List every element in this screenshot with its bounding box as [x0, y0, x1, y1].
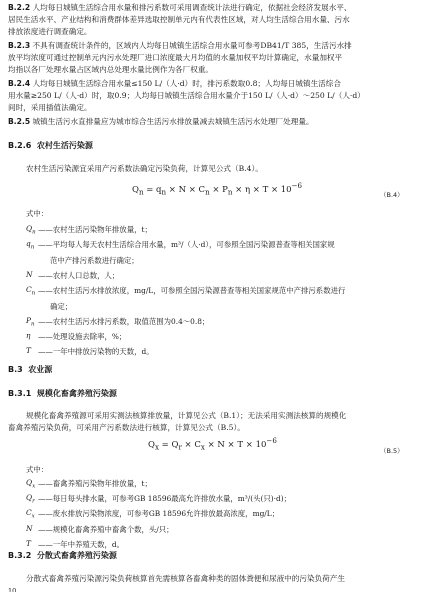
equation-number-b5: （B.5）: [380, 447, 404, 455]
definition-symbol-wrap: [26, 493, 35, 504]
definition-symbol: Q: [26, 493, 33, 503]
formula-b5-part1: × C: [181, 439, 201, 450]
para-b24-line3: 间时，采用插值法确定。: [8, 103, 92, 112]
formula-b5-c-sub: x: [200, 442, 205, 452]
heading-b31: [8, 388, 117, 399]
definition-symbol: q: [26, 239, 31, 249]
heading-b3: [8, 364, 52, 375]
clause-number-b22: B.2.2: [8, 3, 31, 12]
definition-text: ——农村生活污水排污系数，取值范围为0.4～0.8；: [38, 316, 210, 326]
clause-number-b25: B.2.5: [8, 117, 31, 126]
formula-b4-part3: × η × T × 10: [232, 184, 292, 195]
equation-number-b4: （B.4）: [380, 191, 404, 199]
para-b22-text1: 人均每日城镇生活综合用水量和排污系数可采用调查统计法进行确定，依据社会经济发展水平、: [32, 3, 352, 12]
definition-text: ——平均每人每天农村生活综合用水量，m³/（人·d），可参照全国污染源普查等相关国家规: [38, 240, 335, 250]
clause-number-b23: B.2.3: [8, 41, 31, 50]
definition-text: ——一年中排放污染物的天数，d。: [38, 347, 154, 357]
formula-b4-lhs-sub: n: [138, 187, 144, 197]
formula-b5-exponent: −6: [266, 436, 277, 445]
definition-symbol: η: [26, 331, 31, 341]
para-b24-text1: 人均每日城镇生活综合用水量≤150 L/（人·d）时，排污系数取0.8；人均每日城镇生活综合: [32, 79, 341, 88]
page-number: 10: [8, 588, 17, 592]
para-b23-line3: 均指以各厂处理水量占区域内总处理水量比例作为各厂权重。: [8, 65, 214, 74]
para-b25-line1: [8, 116, 420, 128]
where-label-b5: 式中：: [26, 465, 49, 474]
clause-number-b24: B.2.4: [8, 79, 31, 88]
formula-b4-exponent: −6: [291, 181, 303, 190]
para-b23-line1: [8, 40, 420, 52]
formula-b4-p-sub: n: [227, 187, 233, 197]
where-label-b4: 式中：: [26, 209, 49, 218]
para-b26-intro: 农村生活污染源宜采用产污系数法确定污染负荷，计算见公式（B.4）。: [26, 164, 263, 173]
definition-symbol-sub: n: [32, 229, 36, 236]
heading-b3-title: 农业源: [28, 365, 53, 374]
clause-number-b31: B.3.1: [8, 389, 32, 398]
definition-symbol-wrap: [26, 224, 36, 235]
clause-number-b32: B.3.2: [8, 551, 32, 560]
definition-symbol: Q: [26, 478, 33, 487]
formula-b5-lhs-sub: x: [154, 442, 159, 452]
definition-symbol-sub: r: [32, 498, 35, 505]
formula-b4-q-sub: n: [161, 187, 167, 197]
para-b31-line1: 规模化畜禽养殖源可采用实测法核算排放量，计算见公式（B.1）；无法采用实测法核算的规模化: [26, 411, 347, 420]
definition-text: ——处理设施去除率，%；: [38, 332, 127, 342]
formula-b4-part1: × N × C: [166, 184, 206, 195]
definition-text: ——农村生活污染物年排放量，t；: [38, 225, 152, 234]
definition-symbol-wrap: [26, 346, 31, 357]
para-b22-line2: 居民生活水平、产业结构和消费群体差异选取控制单元内有代表性区域，对人均生活综合用水量、污水: [8, 15, 350, 24]
definition-symbol: N: [26, 523, 33, 533]
definition-symbol: T: [26, 538, 31, 548]
formula-b4-eq: = q: [143, 184, 162, 195]
para-b24-line2: 用水量≥250 L/（人·d）时，取0.9；人均每日城镇生活综合用水量介于150 L/（人·d）～250 L/（人·d）: [8, 91, 365, 100]
heading-b26: [8, 140, 93, 151]
definition-symbol-wrap: [26, 539, 31, 550]
definition-symbol-sub: x: [31, 513, 35, 520]
definition-text: 确定；: [50, 301, 73, 311]
definition-symbol-wrap: [26, 239, 34, 250]
definition-symbol-wrap: [26, 270, 32, 281]
definition-symbol-wrap: [26, 524, 32, 535]
definition-symbol-sub: n: [30, 244, 35, 251]
para-b24-line1: [8, 78, 420, 90]
formula-b4-part2: × P: [209, 184, 228, 195]
formula-b4-c-sub: n: [205, 187, 210, 197]
formula-b4: [132, 181, 302, 197]
formula-b5-q-sub: r: [178, 442, 182, 452]
heading-b32: [8, 550, 117, 561]
para-b22-line1: [8, 2, 420, 14]
formula-b5-eq: = Q: [158, 439, 179, 450]
para-b32-line1: 分散式畜禽养殖污染源污染负荷核算首先需核算各畜禽种类的固体粪便和尿液中的污染负荷产生: [26, 574, 345, 583]
definition-symbol: C: [26, 508, 32, 518]
para-b23-text1: 不具有调查统计条件的，区域内人均每日城镇生活综合用水量可参考DB41/T 385，生活污水排: [32, 41, 352, 50]
definition-text: ——规模化畜禽养殖中畜禽个数，头/只；: [38, 524, 174, 534]
para-b31-line2: 畜禽养殖污染负荷，可采用产污系数法进行核算，计算见公式（B.5）。: [8, 423, 245, 432]
heading-b32-title: 分散式畜禽养殖污染源: [36, 551, 117, 560]
definition-symbol-wrap: [26, 331, 30, 342]
clause-number-b3: B.3: [8, 365, 23, 374]
definition-symbol-sub: n: [31, 290, 36, 297]
definition-text: ——农村人口总数，人；: [38, 270, 120, 280]
heading-b31-title: 规模化畜禽养殖污染源: [36, 389, 117, 398]
clause-number-b26: B.2.6: [8, 141, 32, 150]
definition-symbol-wrap: [26, 316, 35, 327]
definition-text: ——畜禽养殖污染物年排放量，t；: [38, 479, 152, 488]
definition-symbol: P: [26, 315, 31, 325]
definition-text: 范中产排污系数进行确定；: [50, 255, 139, 265]
formula-b4-lhs: Q: [132, 184, 139, 195]
definition-text: ——一年中养殖天数，d。: [38, 539, 125, 549]
definition-symbol-wrap: [26, 478, 35, 489]
definition-symbol: T: [26, 346, 31, 356]
para-b22-line3: 排放浓度进行调查确定。: [8, 27, 92, 36]
definition-symbol-wrap: [26, 285, 35, 296]
definition-symbol-sub: x: [32, 483, 36, 490]
definition-symbol: C: [26, 285, 32, 295]
definition-text: ——农村生活污水排放浓度，mg/L，可参照全国污染源普查等相关国家规范中产排污系数进行: [38, 286, 346, 296]
formula-b5: [148, 436, 277, 452]
heading-b26-title: 农村生活污染源: [36, 141, 93, 150]
para-b25-text1: 城镇生活污水直排量应为城市综合生活污水排放量减去城镇生活污水处理厂处理量。: [32, 117, 314, 126]
definition-symbol: N: [26, 269, 33, 279]
definition-text: ——每日每头排水量，可参考GB 18596最高允许排放水量，m³/(头(只)·d)；: [38, 494, 292, 504]
definition-text: ——废水排放污染物浓度，可参考GB 18596允许排放最高浓度，mg/L；: [38, 509, 280, 519]
formula-b5-part2: × N × T × 10: [204, 439, 267, 450]
definition-symbol-sub: n: [30, 321, 35, 328]
formula-b5-lhs: Q: [148, 439, 155, 450]
para-b23-line2: 放平均浓度可通过控制单元内污水处理厂进口浓度最大月均值的水量加权平均计算确定，水量加权平: [8, 53, 343, 62]
definition-symbol-wrap: [26, 508, 35, 519]
definition-symbol: Q: [26, 224, 33, 233]
